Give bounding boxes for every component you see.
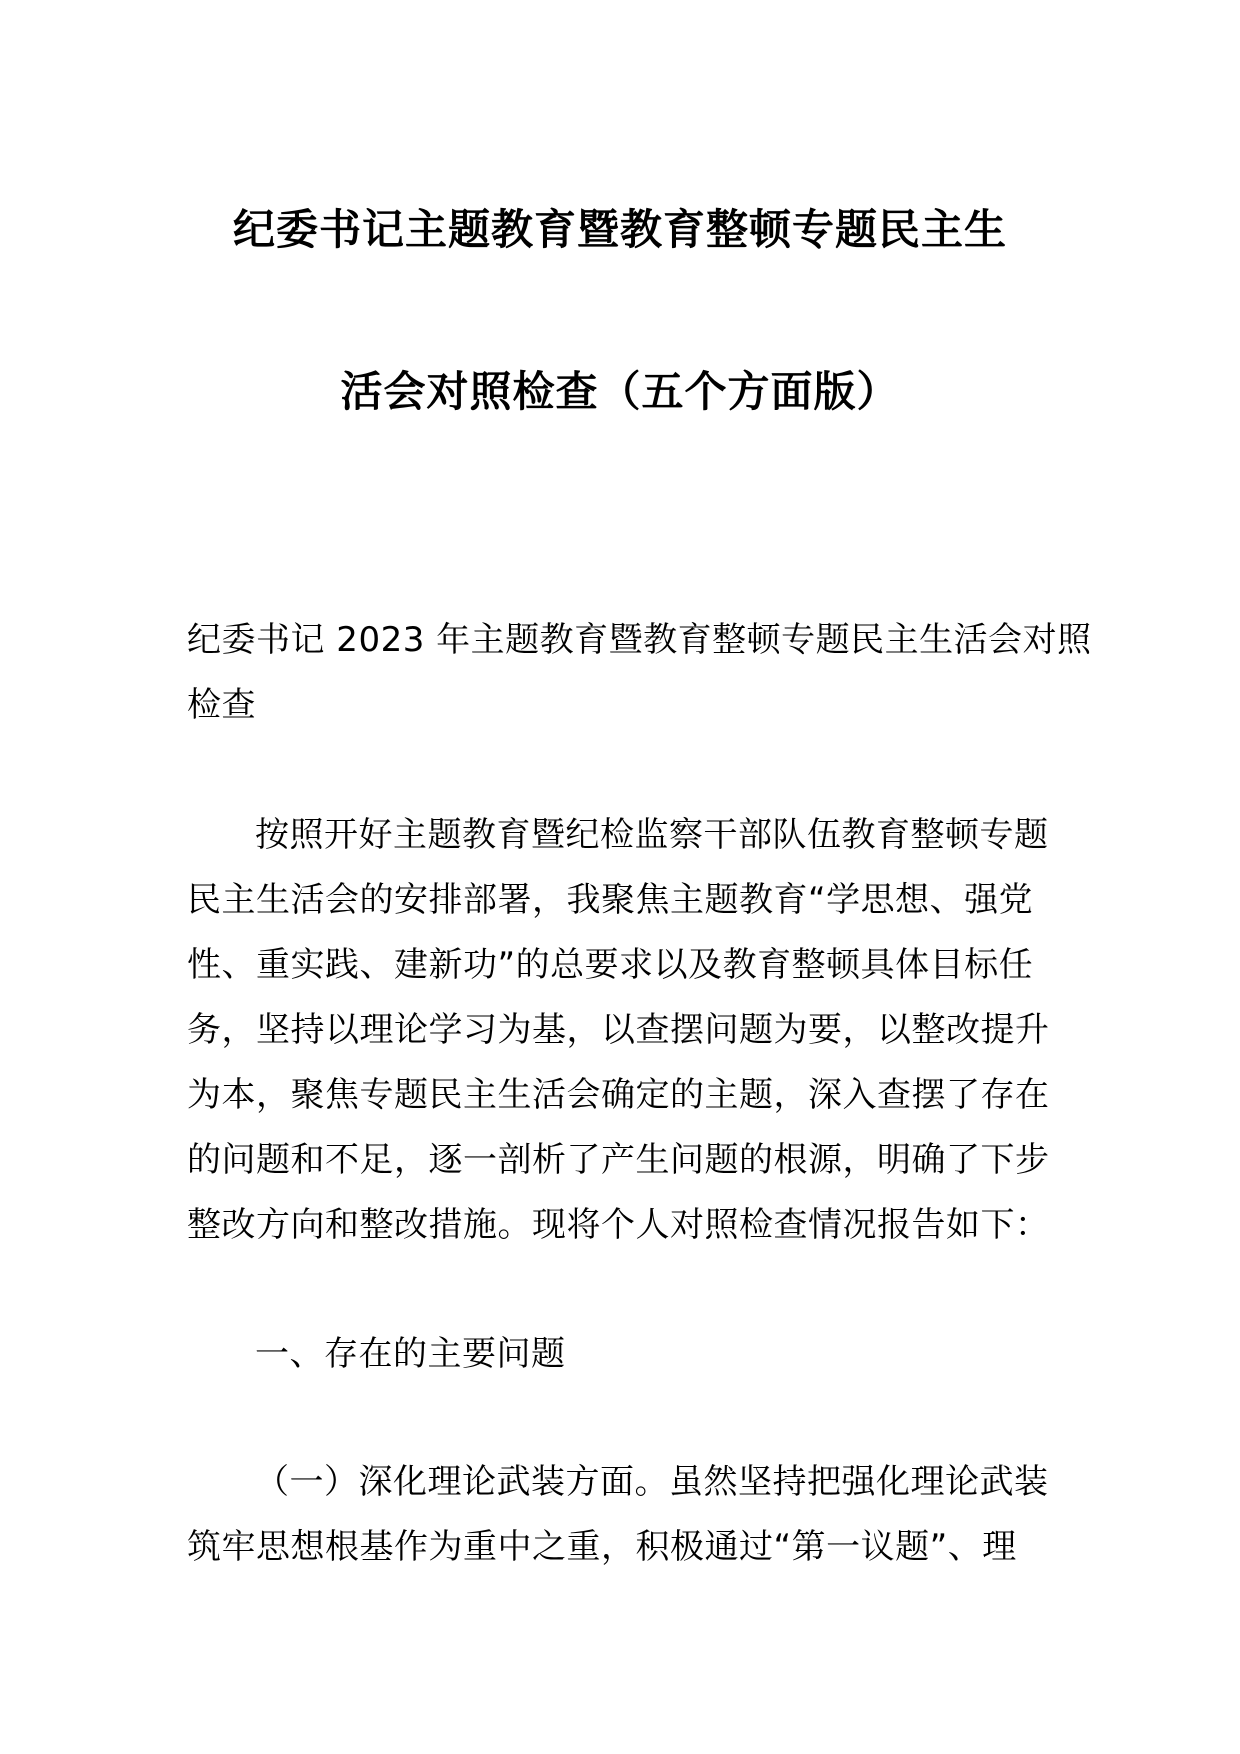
intro-paragraph [187, 803, 1055, 1258]
document-title-line-1: 纪委书记主题教育暨教育整顿专题民主生 [232, 205, 1007, 254]
section-heading [187, 1322, 1055, 1387]
intro-line-6: 的问题和不足，逐一剖析了产生问题的根源，明确了下步 [187, 1140, 1050, 1180]
intro-line-1: 按照开好主题教育暨纪检监察干部队伍教育整顿专题 [255, 815, 1049, 855]
para-1-line-2: 筑牢思想根基作为重中之重，积极通过“第一议题”、理 [187, 1527, 1017, 1567]
document-subtitle [187, 608, 1092, 738]
document-title-line-2: 活会对照检查（五个方面版） [340, 367, 900, 416]
para-1-line-1: （一）深化理论武装方面。虽然坚持把强化理论武装 [255, 1462, 1049, 1502]
subtitle-line-2: 检查 [187, 685, 256, 725]
subtitle-line-1: 纪委书记 2023 年主题教育暨教育整顿专题民主生活会对照 [187, 620, 1092, 660]
section-paragraph-1 [187, 1450, 1055, 1580]
section-heading-text: 一、存在的主要问题 [255, 1334, 566, 1374]
intro-line-7: 整改方向和整改措施。现将个人对照检查情况报告如下： [187, 1205, 1050, 1245]
intro-line-5: 为本，聚焦专题民主生活会确定的主题，深入查摆了存在 [187, 1075, 1050, 1115]
intro-line-2: 民主生活会的安排部署，我聚焦主题教育“学思想、强党 [187, 880, 1034, 920]
intro-line-4: 务，坚持以理论学习为基，以查摆问题为要，以整改提升 [187, 1010, 1050, 1050]
intro-line-3: 性、重实践、建新功”的总要求以及教育整顿具体目标任 [187, 945, 1034, 985]
